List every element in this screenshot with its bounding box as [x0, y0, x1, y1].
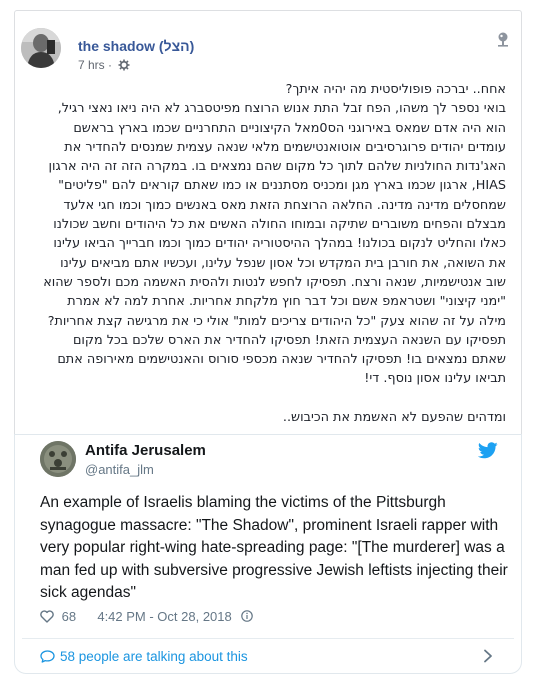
tweet-text: An example of Israelis blaming the victims of the Pittsburgh synagogue massacre: "The Shadow", prominent Israeli rapper with very popular right-wing hate-spreading page: "[The murderer] was a man fed up with subversive progressive Jewish leftists injecting their sick agendas"	[40, 494, 508, 602]
tweet-author-name[interactable]: Antifa Jerusalem	[85, 442, 206, 459]
post-author-name[interactable]: the shadow (הצל)	[78, 38, 195, 54]
tweet-timestamp[interactable]: 4:42 PM - Oct 28, 2018	[97, 609, 232, 624]
post-paragraph: אחח.. יברכה פופוליסטית מה יהיה איתך?	[285, 82, 506, 97]
public-gear-icon	[118, 59, 130, 71]
speech-bubble-icon	[40, 650, 55, 663]
meta-separator: ·	[108, 58, 113, 72]
post-body	[40, 80, 506, 427]
post-meta	[78, 58, 130, 72]
post-paragraph: ומדהים שהפעם לא האשמת את הכיבוש..	[282, 409, 506, 425]
like-count[interactable]: 68	[61, 609, 77, 624]
post-paragraph: בואי נספר לך משהו, הפח זבל התת אנוש הרוצח מפיטסברג לא היה ניאו נאצי רגיל, הוא היה אדם שמאס באירוגני הס0מאל הקיצוניים התחרניים שכמו בארץ בראשם עומדים יהודים פרוגרסיבים אוטואנטישמים מלאי שנאה עצמית שמנסים להחדיר את האג'נדות החולניות שלהם לתוך כל מקום שהם נמצאים בו. במקרה הזה זה היה ארגון HIAS, ארגון שכמו בארץ מגן ומכניס מסתננים או כמו שאתם קוראים להם "פליטים" שמחסלים מדינה מדינה. החלאה הרוצחת הזאת מאס באנשים כמוך וכמו חגי אלעד מבצלם והפחים משוברים שתיקה ובמוחו החולה האשים את כל היהודים וחשב שכולנו כאלו והחליט לנקום בכולנו! במהלך ההיסטוריה יהודים כמוך וכמו חברייך הביאו עלינו את השואה, את חורבן בית המקדש וכל אסון שנפל עלינו, ועכשיו אתם מביאים עלינו שוב אנטישמיות, שנאה ורצח. תפסיקו לחפש לנטות ולהסית האשמה מכם ולספר שהוא "ימני קיצוני" ושטראמפ אשם וכל דבר חוץ מלקחת אחריות. אחרת למה לא אמרת מילה על זה שהוא צעק "כל היהודים צריכים למות" אולי כי את מרגישה קצת אחריות?	[43, 101, 506, 329]
post-time[interactable]: 7 hrs	[78, 58, 105, 72]
post-paragraph: תפסיקו עם השנאה העצמית הזאת! תפסיקו להחדיר את הארס שלכם בכל מקום שאתם נמצאים בו! תפסיקו להחדיר שנאה מכספי סורוס והאנטישמים מאירופה אתם תביאו עלינו אסון נוסף. די!	[57, 332, 506, 387]
info-icon[interactable]	[241, 610, 253, 622]
tweet-divider	[22, 638, 514, 639]
tweet-author-handle[interactable]: @antifa_jlm	[85, 462, 154, 477]
heart-icon[interactable]	[40, 610, 54, 623]
conversation-link[interactable]	[40, 649, 248, 664]
chevron-right-icon[interactable]	[483, 649, 493, 663]
pin-icon[interactable]	[496, 32, 510, 50]
tweet-avatar[interactable]	[40, 441, 76, 477]
author-avatar[interactable]	[21, 28, 61, 68]
tweet-stats	[40, 609, 253, 624]
twitter-bird-icon[interactable]	[478, 442, 498, 459]
conversation-label: 58 people are talking about this	[60, 649, 248, 664]
